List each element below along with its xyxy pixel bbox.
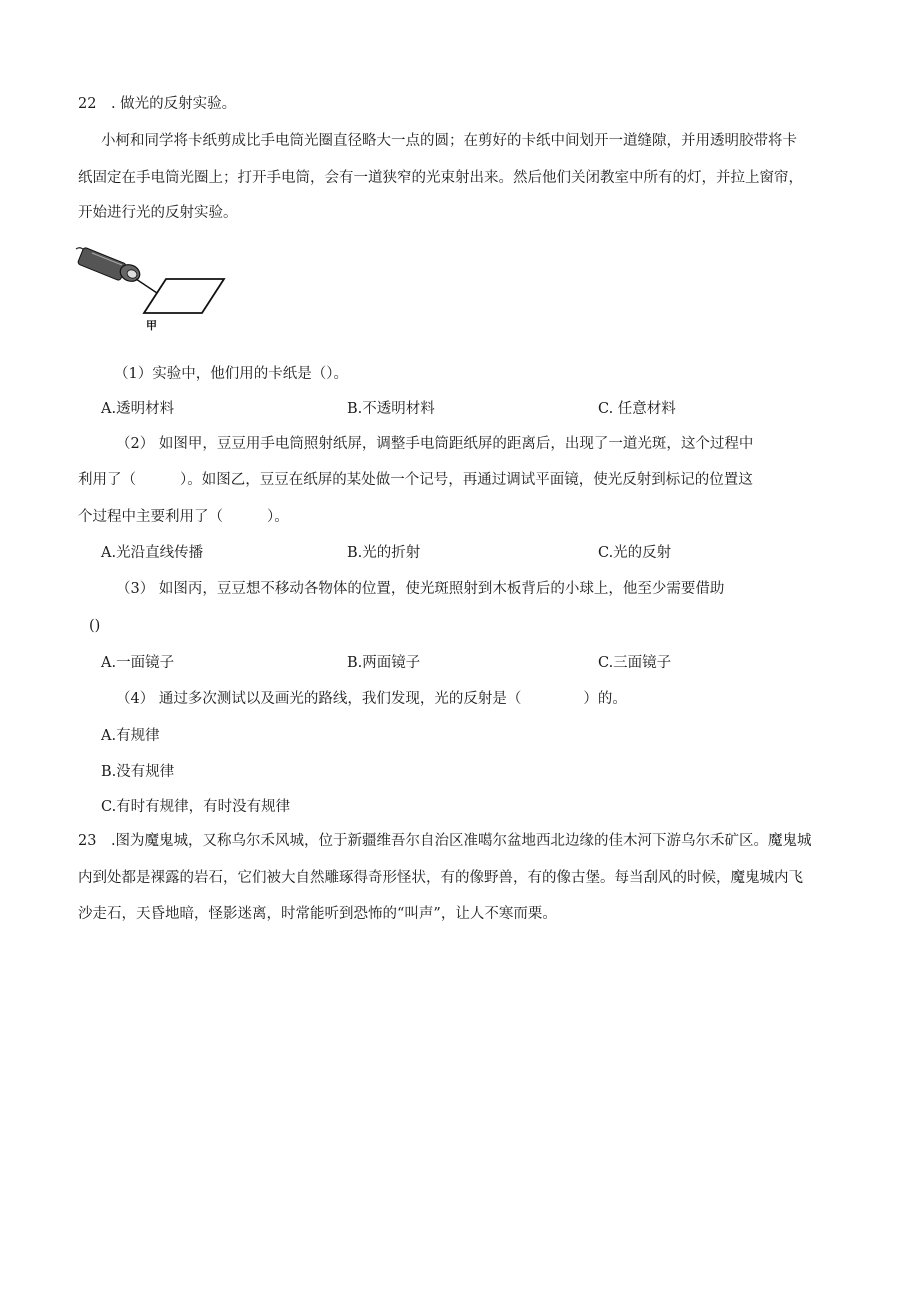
q22-sub2-option-a[interactable]: A.光沿直线传播 bbox=[101, 545, 204, 561]
q22-sub1-option-b[interactable]: B.不透明材料 bbox=[347, 401, 435, 417]
q22-sub2-stem-line-3 bbox=[78, 507, 289, 527]
q23-line-2: 内到处都是裸露的岩石，它们被大自然雕琢得奇形怪状，有的像野兽，有的像古堡。每当刮风的时候，魔鬼城内飞 bbox=[78, 870, 803, 886]
q22-sub2-option-b[interactable]: B.光的折射 bbox=[347, 545, 421, 561]
q22-sub1-option-c[interactable]: C. 任意材料 bbox=[598, 401, 676, 417]
flashlight-icon bbox=[76, 247, 142, 284]
q22-sub4-option-b[interactable]: B.没有规律 bbox=[101, 764, 175, 780]
q22-sub1-option-a[interactable]: A.透明材料 bbox=[101, 401, 175, 417]
q22-sub4-option-c[interactable]: C.有时有规律，有时没有规律 bbox=[101, 799, 291, 815]
q22-paragraph-line-2: 纸固定在手电筒光圈上；打开手电筒，会有一道狭窄的光束射出来。然后他们关闭教室中所有的灯，并拉上窗帘， bbox=[78, 170, 803, 186]
q22-sub2-stem-line-3-part-1: 个过程中主要利用了（ bbox=[78, 509, 223, 525]
figure-label: 甲 bbox=[146, 319, 157, 332]
q22-sub4-stem-part-2: ）的。 bbox=[583, 691, 627, 707]
q22-sub1-stem: （1）实验中，他们用的卡纸是（）。 bbox=[114, 366, 348, 382]
q22-sub4-option-a[interactable]: A.有规律 bbox=[101, 728, 160, 744]
q22-header: 22 . 做光的反射实验。 bbox=[78, 96, 237, 112]
q22-sub4-stem-part-1: （4） 通过多次测试以及画光的路线，我们发现，光的反射是（ bbox=[116, 691, 522, 707]
q22-sub3-stem-line-1: （3） 如图丙，豆豆想不移动各物体的位置，使光斑照射到木板背后的小球上，他至少需要借助 bbox=[116, 581, 725, 597]
q22-sub3-option-b[interactable]: B.两面镜子 bbox=[347, 655, 421, 671]
flashlight-figure bbox=[74, 243, 234, 335]
q22-sub3-stem-line-2: () bbox=[89, 618, 101, 634]
q22-sub2-stem-line-2-part-1: 利用了（ bbox=[78, 472, 136, 488]
q23-line-1: 23 .图为魔鬼城，又称乌尔禾风城，位于新疆维吾尔自治区准噶尔盆地西北边缘的佳木河下游乌尔禾矿区。魔鬼城 bbox=[78, 833, 812, 849]
q22-sub2-stem-line-2-part-2: ）。如图乙，豆豆在纸屏的某处做一个记号，再通过调试平面镜，使光反射到标记的位置这 bbox=[180, 472, 753, 488]
q22-sub4-stem bbox=[116, 689, 627, 709]
q22-paragraph-line-1: 小柯和同学将卡纸剪成比手电筒光圈直径略大一点的圆；在剪好的卡纸中间划开一道缝隙，并用透明胶带将卡 bbox=[101, 133, 797, 149]
q22-sub3-option-a[interactable]: A.一面镜子 bbox=[101, 655, 175, 671]
q22-sub2-option-c[interactable]: C.光的反射 bbox=[598, 545, 672, 561]
q22-sub2-stem-line-2 bbox=[78, 470, 753, 490]
paper-screen bbox=[144, 279, 224, 313]
q22-sub2-stem-line-1: （2） 如图甲，豆豆用手电筒照射纸屏，调整手电筒距纸屏的距离后，出现了一道光斑，这个过程中 bbox=[116, 436, 754, 452]
q23-line-3: 沙走石，天昏地暗，怪影迷离，时常能听到恐怖的“叫声”，让人不寒而栗。 bbox=[78, 906, 557, 922]
q22-sub2-stem-line-3-part-2: ）。 bbox=[267, 509, 289, 525]
q22-sub3-option-c[interactable]: C.三面镜子 bbox=[598, 655, 672, 671]
q22-paragraph-line-3: 开始进行光的反射实验。 bbox=[78, 205, 238, 221]
